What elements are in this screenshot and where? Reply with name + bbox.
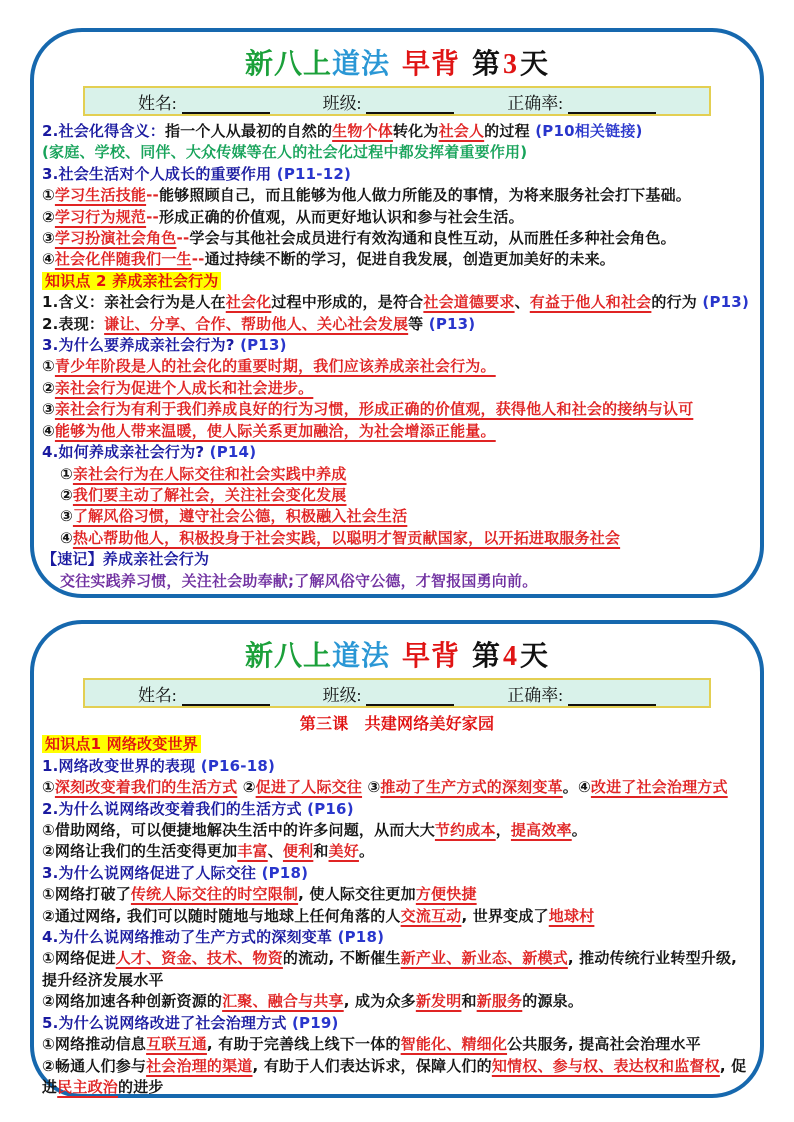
- text-segment: 的行为: [651, 293, 703, 312]
- name-blank-line: [182, 99, 270, 114]
- title-type: 早背: [401, 639, 460, 672]
- text-segment: ②畅通人们参与: [42, 1056, 147, 1075]
- text-segment: , 有助于完善线上线下一体的: [206, 1035, 401, 1054]
- text-segment: 3.社会生活对个人成长的重要作用: [42, 164, 277, 183]
- definition-line: [42, 314, 752, 335]
- day4-panel-title: [40, 634, 754, 674]
- text-segment: 学习行为规范: [54, 207, 147, 226]
- bullet-line: [42, 1056, 752, 1099]
- text-segment: ①网络推动信息: [42, 1035, 147, 1054]
- text-segment: ②通过网络, 我们可以随时随地与地球上任何角落的人: [42, 906, 401, 925]
- text-segment: 2.社会化得含义：: [42, 122, 165, 140]
- text-segment: 民主政治: [57, 1077, 119, 1096]
- class-label: 班级:: [322, 93, 362, 113]
- student-info-bar: [83, 86, 711, 116]
- text-segment: , 使人际交往更加: [298, 885, 416, 904]
- bullet-line: [42, 884, 752, 905]
- text-segment: ②: [42, 207, 55, 226]
- text-segment: 方便快捷: [415, 885, 477, 904]
- bullet-line: [42, 249, 752, 270]
- day4-panel: [30, 620, 764, 1098]
- day3-content: [40, 119, 754, 592]
- text-segment: 1.网络改变世界的表现: [42, 756, 201, 775]
- text-segment: 等: [408, 314, 429, 333]
- text-segment: 提高效率: [510, 821, 572, 840]
- text-segment: 有益于他人和社会: [529, 293, 652, 312]
- text-segment: ④: [60, 528, 73, 547]
- text-segment: 丰富: [237, 842, 268, 861]
- text-segment: 深刻改变着我们的生活方式: [54, 778, 238, 797]
- text-segment: 公共服务, 提高社会治理水平: [507, 1035, 701, 1054]
- title-day-suffix: 天: [520, 639, 550, 672]
- bullet-line: [42, 421, 752, 442]
- text-segment: ②: [237, 778, 256, 797]
- title-day-number: 4: [503, 641, 519, 672]
- text-segment: 热心帮助他人，积极投身于社会实践，以聪明才智贡献国家，以开拓进取服务社会: [72, 528, 621, 547]
- day3-panel-title: [40, 42, 754, 82]
- text-segment: 1.含义：: [42, 293, 105, 312]
- title-day-suffix: 天: [520, 47, 550, 80]
- text-segment: 传统人际交往的时空限制: [130, 885, 299, 904]
- note-line: [42, 142, 752, 163]
- title-day-prefix: 第: [472, 639, 502, 672]
- text-segment: (P14): [209, 443, 257, 462]
- text-segment: 地球村: [548, 906, 595, 925]
- text-segment: 社会治理的渠道: [146, 1056, 253, 1075]
- text-segment: ①借助网络，可以便捷地解决生活中的许多问题，从而大大: [42, 821, 435, 840]
- text-segment: ①: [42, 186, 55, 205]
- text-segment: 。: [358, 842, 375, 861]
- bullet-line: [42, 356, 752, 377]
- text-segment: 改进了社会治理方式: [590, 778, 728, 797]
- title-subject: 道法: [331, 639, 390, 672]
- text-segment: (家庭、学校、同伴、大众传媒等在人的社会化过程中都发挥着重要作用): [42, 143, 528, 162]
- text-segment: 谦让、分享、合作、帮助他人、关心社会发展: [104, 314, 409, 333]
- section-heading: [42, 164, 752, 185]
- text-segment: 人才、资金、技术、物资: [115, 949, 283, 968]
- bullet-line: [42, 228, 752, 249]
- text-segment: , 成为众多: [343, 992, 416, 1011]
- text-segment: 亲社会行为有利于我们养成良好的行为习惯，形成正确的价值观，获得他人和社会的接纳与认可: [54, 400, 694, 419]
- accuracy-label: 正确率:: [507, 685, 564, 705]
- text-segment: ③: [42, 400, 55, 419]
- section-heading: [42, 756, 752, 777]
- text-segment: 和: [461, 992, 477, 1011]
- text-segment: ，: [495, 821, 511, 840]
- text-segment: 促进了人际交往: [255, 778, 363, 797]
- bullet-line: [42, 464, 752, 485]
- bullet-line: [42, 1034, 752, 1055]
- section-heading: [42, 927, 752, 948]
- bullet-line: [42, 485, 752, 506]
- text-segment: 交流互动: [400, 906, 462, 925]
- text-segment: , 有助于人们表达诉求，保障人们的: [252, 1056, 492, 1075]
- text-segment: (P13): [428, 314, 476, 333]
- text-segment: ①: [42, 357, 55, 376]
- text-segment: 知识点1 网络改变世界: [42, 735, 201, 753]
- text-segment: 交往实践养习惯，关注社会助奉献;了解风俗守公德，才智报国勇向前。: [60, 571, 538, 590]
- text-segment: 的源泉。: [522, 992, 584, 1011]
- title-grade: 新八上: [244, 639, 332, 672]
- text-segment: ①: [42, 778, 55, 797]
- class-field: [323, 681, 455, 706]
- text-segment: (P18): [337, 928, 385, 947]
- bullet-line: [42, 378, 752, 399]
- text-segment: 第三课 共建网络美好家园: [299, 714, 495, 733]
- text-segment: ①网络促进: [42, 949, 116, 968]
- accuracy-label: 正确率:: [507, 93, 564, 113]
- text-segment: 和: [313, 842, 329, 861]
- text-segment: ③: [42, 229, 55, 248]
- text-segment: --: [146, 186, 159, 205]
- text-segment: 4.如何养成亲社会行为?: [42, 443, 210, 462]
- text-segment: 能够照顾自己，而且能够为他人做力所能及的事情，为将来服务社会打下基础。: [158, 186, 691, 205]
- text-segment: (P18): [261, 863, 309, 882]
- lesson-title-line: [42, 713, 752, 734]
- text-segment: ③: [60, 507, 73, 526]
- section-heading: [42, 863, 752, 884]
- text-segment: 知情权、参与权、表达权和监督权: [491, 1056, 720, 1075]
- accuracy-field: [507, 89, 656, 114]
- title-subject: 道法: [331, 47, 390, 80]
- bullet-line: [42, 991, 752, 1012]
- text-segment: ③: [362, 778, 381, 797]
- text-segment: 2.表现：: [42, 314, 105, 333]
- text-segment: 、: [514, 293, 530, 312]
- name-field: [138, 681, 270, 706]
- text-segment: 推动了生产方式的深刻变革: [380, 778, 563, 797]
- section-heading: [42, 799, 752, 820]
- accuracy-blank-line: [568, 99, 656, 114]
- bullet-line: [42, 820, 752, 841]
- accuracy-blank-line: [568, 691, 656, 706]
- text-segment: ①网络打破了: [42, 885, 131, 904]
- text-segment: , 推动传统行业转型升级, 提升经济发展水平: [42, 949, 738, 989]
- bullet-line: [42, 841, 752, 862]
- text-segment: 的过程: [484, 122, 536, 140]
- text-segment: 学会与其他社会成员进行有效沟通和良性互动，从而胜任多种社会角色。: [189, 229, 676, 248]
- text-segment: 转化为: [392, 122, 439, 140]
- class-field: [323, 89, 455, 114]
- text-segment: ②: [42, 378, 55, 397]
- text-segment: (P10相关链接): [535, 122, 643, 140]
- title-day-number: 3: [503, 49, 519, 80]
- text-segment: 形成正确的价值观，从而更好地认识和参与社会生活。: [158, 207, 524, 226]
- name-field: [138, 89, 270, 114]
- definition-line: [42, 292, 752, 313]
- text-segment: 生物个体: [332, 122, 393, 140]
- text-segment: 2.为什么说网络改变着我们的生活方式: [42, 799, 308, 818]
- text-segment: --: [176, 229, 190, 248]
- text-segment: 汇聚、融合与共享: [222, 992, 344, 1011]
- accuracy-field: [507, 681, 656, 706]
- text-segment: 指一个人从最初的自然的: [164, 122, 333, 140]
- bullet-line: [42, 185, 752, 206]
- text-segment: 3.为什么要养成亲社会行为?: [42, 336, 241, 355]
- section-heading: [42, 1013, 752, 1034]
- text-segment: 美好: [328, 842, 359, 861]
- text-segment: (P13): [702, 293, 750, 312]
- text-segment: 社会人: [438, 122, 485, 140]
- text-segment: (P13): [240, 336, 287, 355]
- text-segment: 的进步: [118, 1077, 164, 1096]
- text-segment: 亲社会行为是人在: [104, 293, 226, 312]
- definition-line: [42, 121, 752, 142]
- name-label: 姓名:: [137, 685, 177, 705]
- student-info-bar: [83, 678, 711, 708]
- section-heading: [42, 335, 752, 356]
- text-segment: 新服务: [476, 992, 523, 1011]
- day4-content: [40, 711, 754, 1098]
- class-blank-line: [366, 99, 454, 114]
- name-label: 姓名:: [137, 93, 177, 113]
- bullet-line: [42, 777, 752, 798]
- text-segment: 我们要主动了解社会，关注社会变化发展: [72, 485, 347, 504]
- text-segment: ④: [42, 250, 55, 269]
- text-segment: 新发明: [415, 992, 462, 1011]
- text-segment: 亲社会行为在人际交往和社会实践中养成: [72, 464, 347, 483]
- knowledge-point-badge-line: [42, 734, 752, 755]
- name-blank-line: [182, 691, 270, 706]
- text-segment: 便利: [282, 842, 314, 861]
- text-segment: --: [146, 207, 159, 226]
- text-segment: 新产业、新业态、新模式: [400, 949, 568, 968]
- mnemonic-line: [42, 571, 752, 592]
- text-segment: 知识点 2 养成亲社会行为: [42, 272, 221, 290]
- bullet-line: [42, 528, 752, 549]
- knowledge-point-badge-line: [42, 271, 752, 292]
- text-segment: 4.为什么说网络推动了生产方式的深刻变革: [42, 928, 338, 947]
- text-segment: 智能化、精细化: [400, 1035, 508, 1054]
- text-segment: 学习扮演社会角色: [54, 229, 177, 248]
- text-segment: , 促进: [42, 1056, 747, 1096]
- text-segment: 过程中形成的，是符合: [271, 293, 424, 312]
- day3-panel: [30, 28, 764, 598]
- text-segment: 。: [571, 821, 587, 840]
- text-segment: 青少年阶段是人的社会化的重要时期，我们应该养成亲社会行为。: [54, 357, 496, 376]
- text-segment: 能够为他人带来温暖，使人际关系更加融洽，为社会增添正能量。: [54, 421, 496, 440]
- text-segment: 、: [267, 842, 283, 861]
- text-segment: 了解风俗习惯，遵守社会公德，积极融入社会生活: [72, 507, 408, 526]
- section-heading: [42, 442, 752, 463]
- text-segment: ④: [42, 421, 55, 440]
- title-type: 早背: [401, 47, 460, 80]
- bullet-line: [42, 906, 752, 927]
- text-segment: (P16): [307, 799, 354, 818]
- title-day-prefix: 第: [472, 47, 502, 80]
- text-segment: --: [191, 250, 205, 269]
- text-segment: (P16-18): [200, 756, 276, 775]
- text-segment: 社会化伴随我们一生: [54, 250, 192, 269]
- text-segment: 【速记】养成亲社会行为: [42, 550, 210, 569]
- bullet-line: [42, 506, 752, 527]
- text-segment: , 世界变成了: [461, 906, 549, 925]
- text-segment: 通过持续不断的学习，促进自我发展，创造更加美好的未来。: [204, 250, 615, 269]
- text-segment: 。④: [562, 778, 591, 797]
- text-segment: ②网络让我们的生活变得更加: [42, 842, 238, 861]
- bullet-line: [42, 207, 752, 228]
- text-segment: (P11-12): [276, 164, 352, 183]
- class-blank-line: [366, 691, 454, 706]
- text-segment: 学习生活技能: [54, 186, 147, 205]
- text-segment: 的流动, 不断催生: [282, 949, 401, 968]
- title-grade: 新八上: [244, 47, 332, 80]
- text-segment: (P19): [291, 1013, 339, 1032]
- text-segment: 互联互通: [146, 1035, 207, 1054]
- text-segment: ①: [60, 464, 73, 483]
- bullet-line: [42, 948, 752, 991]
- text-segment: 3.为什么说网络促进了人际交往: [42, 863, 262, 882]
- text-segment: 节约成本: [434, 821, 496, 840]
- bullet-line: [42, 399, 752, 420]
- mnemonic-heading: [42, 549, 752, 570]
- class-label: 班级:: [322, 685, 362, 705]
- text-segment: ②网络加速各种创新资源的: [42, 992, 223, 1011]
- text-segment: 社会化: [225, 293, 272, 312]
- text-segment: 亲社会行为促进个人成长和社会进步。: [54, 378, 314, 397]
- text-segment: 社会道德要求: [423, 293, 515, 312]
- text-segment: 5.为什么说网络改进了社会治理方式: [42, 1013, 292, 1032]
- text-segment: ②: [60, 485, 73, 504]
